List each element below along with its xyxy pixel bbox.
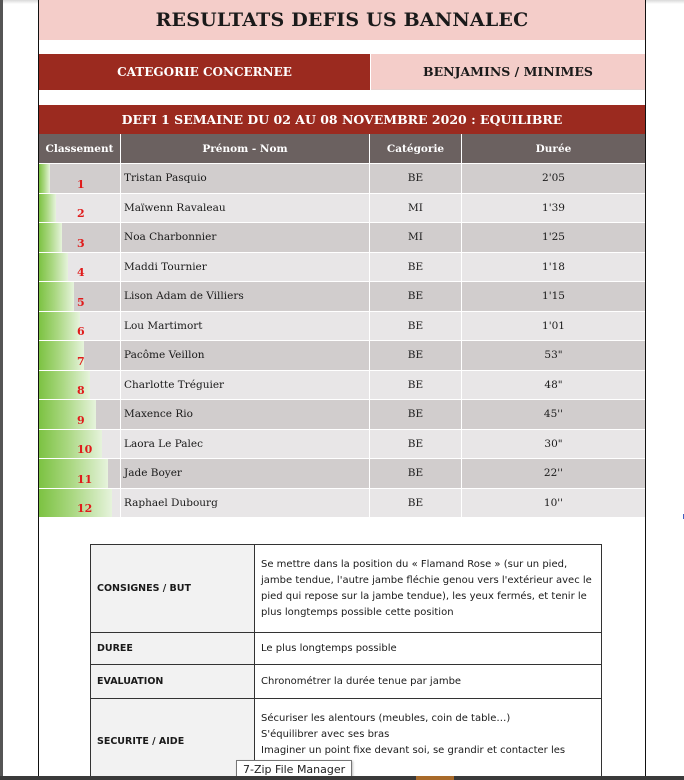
duration-cell: 30" bbox=[544, 437, 563, 450]
duration-cell: 1'39 bbox=[542, 201, 565, 214]
name-cell: Jade Boyer bbox=[121, 459, 370, 488]
rank-data-bar bbox=[39, 282, 74, 311]
rank-number: 8 bbox=[77, 384, 85, 397]
rank-number: 10 bbox=[77, 443, 93, 456]
name-cell: Maïwenn Ravaleau bbox=[121, 194, 370, 223]
table-row bbox=[39, 429, 645, 459]
taskbar-active-item[interactable] bbox=[416, 776, 454, 780]
rank-data-bar bbox=[39, 164, 50, 193]
rank-number: 11 bbox=[77, 472, 93, 486]
rank-data-bar bbox=[39, 459, 108, 488]
duration-cell: 22'' bbox=[543, 467, 564, 480]
table-row bbox=[39, 488, 645, 518]
name-cell: Raphael Dubourg bbox=[121, 489, 370, 518]
instructions-key: CONSIGNES / BUT bbox=[91, 545, 255, 633]
duration-cell: 48" bbox=[544, 378, 563, 391]
instructions-key: SECURITE / AIDE bbox=[91, 699, 255, 780]
category-cell: BE bbox=[370, 253, 462, 282]
duration-cell: 2'05 bbox=[542, 172, 565, 185]
rank-number: 4 bbox=[77, 266, 85, 279]
category-cell: BE bbox=[370, 489, 462, 518]
header-category: Catégorie bbox=[370, 134, 462, 163]
category-value: BENJAMINS / MINIMES bbox=[371, 54, 645, 90]
instructions-row bbox=[91, 545, 602, 633]
rank-number: 7 bbox=[77, 354, 85, 368]
table-row bbox=[39, 399, 645, 429]
results-table bbox=[39, 134, 645, 517]
instructions-table bbox=[90, 544, 602, 780]
duration-cell: 1'18 bbox=[542, 260, 565, 273]
rank-data-bar bbox=[39, 253, 68, 282]
safety-line: Sécuriser les alentours (meubles, coin de table…) bbox=[261, 713, 511, 724]
rank-cell bbox=[39, 430, 121, 459]
rank-cell bbox=[39, 371, 121, 400]
rank-data-bar bbox=[39, 223, 62, 252]
rank-cell bbox=[39, 400, 121, 429]
table-row bbox=[39, 163, 645, 193]
instructions-key: DUREE bbox=[91, 633, 255, 665]
rank-data-bar bbox=[39, 194, 56, 223]
duration-cell: 1'15 bbox=[542, 290, 565, 303]
instructions-value: Le plus longtemps possible bbox=[255, 633, 602, 665]
document-title: RESULTATS DEFIS US BANNALEC bbox=[39, 0, 645, 40]
name-cell: Charlotte Tréguier bbox=[121, 371, 370, 400]
results-header-row bbox=[39, 134, 645, 163]
table-row bbox=[39, 252, 645, 282]
rank-cell bbox=[39, 459, 121, 488]
rank-cell bbox=[39, 341, 121, 370]
safety-line: Imaginer un point fixe devant soi, se grandir et contacter les bbox=[261, 745, 566, 756]
rank-data-bar bbox=[39, 489, 112, 518]
category-cell: BE bbox=[370, 371, 462, 400]
duration-cell: 10'' bbox=[543, 496, 564, 509]
rank-cell bbox=[39, 223, 121, 252]
header-name: Prénom - Nom bbox=[121, 134, 370, 163]
category-cell: BE bbox=[370, 164, 462, 193]
table-row bbox=[39, 281, 645, 311]
document-page bbox=[38, 0, 646, 780]
rank-number: 12 bbox=[77, 502, 93, 515]
table-row bbox=[39, 311, 645, 341]
window-left-edge bbox=[0, 0, 3, 780]
rank-number: 5 bbox=[77, 295, 85, 309]
duration-cell: 1'01 bbox=[542, 319, 565, 332]
name-cell: Lou Martimort bbox=[121, 312, 370, 341]
instructions-row bbox=[91, 633, 602, 665]
rank-cell bbox=[39, 164, 121, 193]
category-cell: MI bbox=[370, 223, 462, 252]
challenge-title: DEFI 1 SEMAINE DU 02 AU 08 NOVEMBRE 2020 : EQUILIBRE bbox=[39, 105, 645, 134]
category-cell: MI bbox=[370, 194, 462, 223]
duration-cell: 45'' bbox=[543, 408, 564, 421]
instructions-value: Se mettre dans la position du « Flamand Rose » (sur un pied, jambe tendue, l'autre jambe fléchie genou vers l'extérieur avec le pied qui repose sur la jambe tendue), les yeux fermés, et tenir le plus longtemps possible cette position bbox=[255, 545, 602, 633]
category-cell: BE bbox=[370, 459, 462, 488]
category-cell: BE bbox=[370, 400, 462, 429]
table-row bbox=[39, 222, 645, 252]
taskbar-edge bbox=[0, 776, 684, 780]
name-cell: Maddi Tournier bbox=[121, 253, 370, 282]
rank-number: 2 bbox=[77, 207, 85, 220]
instructions-value: Chronométrer la durée tenue par jambe bbox=[255, 665, 602, 699]
table-row bbox=[39, 458, 645, 488]
taskbar-tooltip: 7-Zip File Manager bbox=[236, 760, 352, 778]
instructions-key: EVALUATION bbox=[91, 665, 255, 699]
instructions-row bbox=[91, 665, 602, 699]
table-row bbox=[39, 340, 645, 370]
rank-number: 6 bbox=[77, 325, 85, 338]
rank-data-bar bbox=[39, 312, 80, 341]
name-cell: Laora Le Palec bbox=[121, 430, 370, 459]
name-cell: Noa Charbonnier bbox=[121, 223, 370, 252]
rank-number: 1 bbox=[77, 177, 85, 191]
header-rank: Classement bbox=[39, 134, 121, 163]
table-row bbox=[39, 193, 645, 223]
rank-cell bbox=[39, 194, 121, 223]
rank-cell bbox=[39, 253, 121, 282]
rank-number: 9 bbox=[77, 413, 85, 427]
table-row bbox=[39, 370, 645, 400]
category-label: CATEGORIE CONCERNEE bbox=[39, 54, 370, 90]
rank-cell bbox=[39, 312, 121, 341]
rank-data-bar bbox=[39, 400, 96, 429]
name-cell: Pacôme Veillon bbox=[121, 341, 370, 370]
rank-cell bbox=[39, 489, 121, 518]
category-cell: BE bbox=[370, 341, 462, 370]
rank-number: 3 bbox=[77, 236, 85, 250]
name-cell: Maxence Rio bbox=[121, 400, 370, 429]
rank-data-bar bbox=[39, 430, 102, 459]
duration-cell: 1'25 bbox=[542, 231, 565, 244]
rank-cell bbox=[39, 282, 121, 311]
duration-cell: 53" bbox=[544, 349, 563, 362]
category-cell: BE bbox=[370, 312, 462, 341]
category-row bbox=[39, 54, 645, 91]
header-duration: Durée bbox=[535, 142, 572, 155]
category-cell: BE bbox=[370, 430, 462, 459]
category-cell: BE bbox=[370, 282, 462, 311]
safety-line: S'équilibrer avec ses bras bbox=[261, 729, 390, 740]
name-cell: Lison Adam de Villiers bbox=[121, 282, 370, 311]
name-cell: Tristan Pasquio bbox=[121, 164, 370, 193]
